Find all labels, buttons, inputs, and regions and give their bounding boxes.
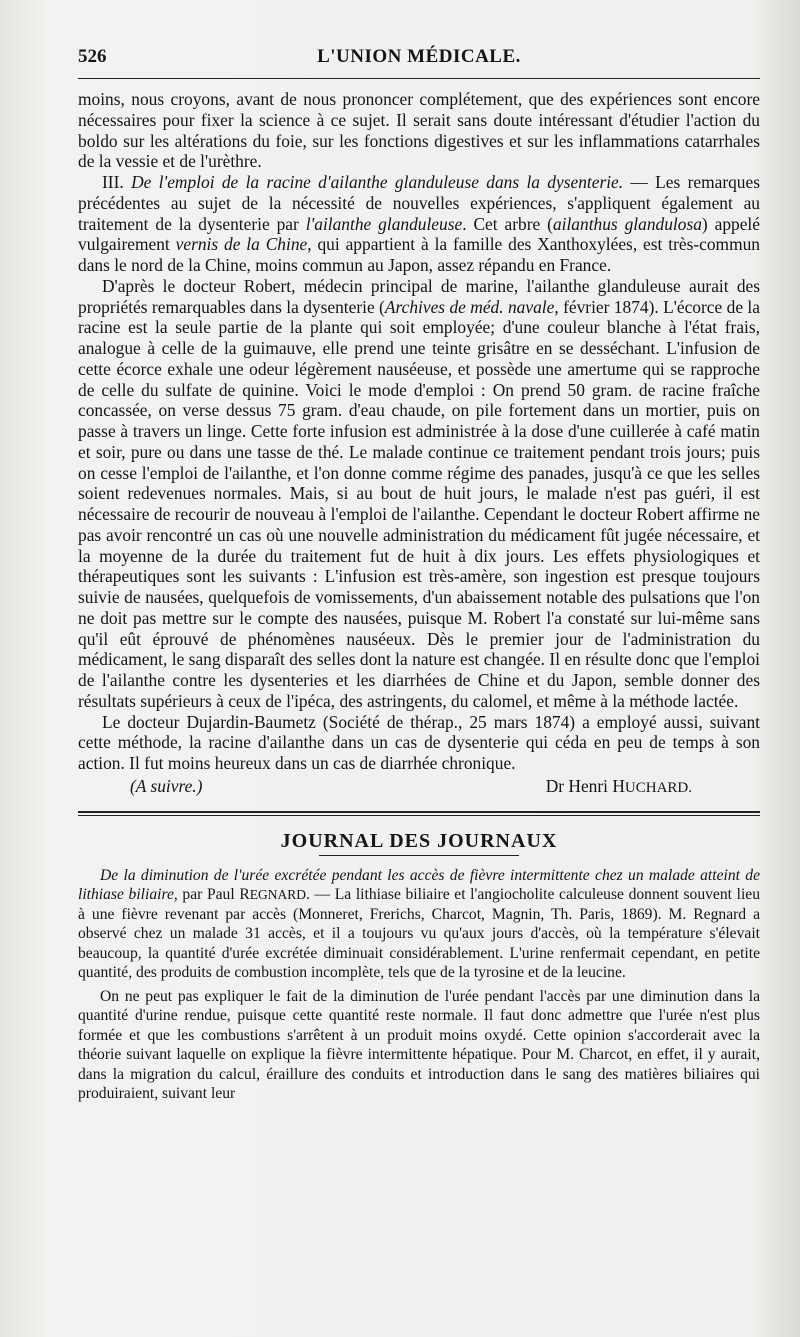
author-initial: H bbox=[612, 775, 625, 796]
text-run: . — La lithiase biliaire et l'angiocholite calculeuse donnent souvent lieu à une fièvre revenant par accès (Monneret, Frerichs, Charcot, Magnin, Th. Paris, 1869). M. Regnard a observé chez un malade 31 accès, et il a toujours vu qu'aux jours d'accès, où la température s'élevait beaucoup, la quantité d'urée excrétée diminuait considérablement. L'urine renfermait cependant, en petite quantité, des produits de combustion incomplète, tels que de la tyrosine et de la leucine. bbox=[78, 886, 760, 982]
header-rule bbox=[78, 78, 760, 79]
italic-run: l'ailanthe glanduleuse bbox=[305, 213, 463, 234]
digest-title: De la diminution de l'urée excrétée pendant les accès de fièvre intermittente chez un malade atteint de lithiase biliaire bbox=[78, 866, 760, 904]
section-divider bbox=[78, 811, 760, 816]
journal-digest bbox=[78, 866, 760, 1104]
page-number: 526 bbox=[78, 46, 107, 67]
paragraph-boldo: moins, nous croyons, avant de nous prononcer complétement, que des expériences sont encore nécessaires pour fixer la science à ce sujet. Il serait sans doute intéressant d'étudier l'action du boldo sur les altérations du foie, sur les fonctions digestives et sur les inflammations catarrhales de la vessie et de l'urèthre. bbox=[78, 89, 760, 172]
text-run: , par Paul bbox=[173, 886, 240, 904]
text-run: D'après le docteur Robert, médecin principal de marine, l'ailanthe glanduleuse aurait des propriétés remarquables dans la dysenterie ( bbox=[78, 275, 760, 317]
signature-line bbox=[78, 776, 760, 799]
text-run: — Les remarques précédentes au sujet de la nécessité de nouvelles expériences, s'appliquent également au traitement de la dysenterie par bbox=[78, 172, 760, 234]
text-run: ) appelé vulgairement bbox=[78, 213, 760, 255]
to-be-continued: (A suivre.) bbox=[130, 775, 203, 796]
paragraph-dujardin: Le docteur Dujardin-Baumetz (Société de thérap., 25 mars 1874) a employé aussi, suivant cette méthode, la racine d'ailanthe dans un cas de dysenterie qui céda en peu de temps à son action. Il fut moins heureux dans un cas de diarrhée chronique. bbox=[78, 711, 760, 773]
italic-run: ailanthus glandulosa bbox=[552, 213, 702, 234]
italic-run: Archives de méd. navale bbox=[384, 296, 555, 317]
paragraph-robert bbox=[78, 276, 760, 712]
digest-paragraph-1 bbox=[78, 866, 760, 983]
author-prefix: Dr Henri bbox=[545, 775, 613, 796]
page-header bbox=[78, 40, 760, 70]
author-surname: UCHARD. bbox=[624, 779, 692, 796]
author-signature bbox=[546, 776, 692, 799]
section-number: III. bbox=[102, 172, 124, 192]
text-run: , qui appartient à la famille des Xanthoxylées, est très-commun dans le nord de la Chine, moins commun au Japon, assez répandu en France. bbox=[78, 234, 761, 275]
running-title: L'UNION MÉDICALE. bbox=[317, 46, 521, 67]
text-run: . Cet arbre ( bbox=[462, 213, 553, 234]
section-title: JOURNAL DES JOURNAUX bbox=[280, 829, 558, 852]
digest-paragraph-2: On ne peut pas expliquer le fait de la diminution de l'urée pendant l'accès par une diminution dans la quantité d'urine rendue, puisque cette quantité reste normale. Il faut donc admettre que l'urée n'est plus formée et que les combustions s'arrêtent à un produit moins oxydé. Cette opinion s'accorderait avec la théorie suivant laquelle on explique la fièvre intermittente hépatique. Pour M. Charcot, en effet, il y aurait, dans la migration du calcul, éraillure des conduits et introduction dans le sang des matières biliaires qui produiraient, suivant leur bbox=[78, 987, 760, 1103]
paragraph-ailanthe-intro bbox=[78, 172, 760, 276]
digest-author-initial: R bbox=[239, 886, 250, 904]
digest-author: EGNARD bbox=[249, 887, 306, 903]
title-underline bbox=[319, 855, 519, 856]
section-heading: De l'emploi de la racine d'ailanthe glanduleuse dans la dysenterie. bbox=[131, 172, 624, 192]
italic-run: vernis de la Chine bbox=[175, 234, 308, 255]
article-body bbox=[78, 89, 760, 799]
text-run: , février 1874). L'écorce de la racine est la seule partie de la plante qui soit employée; d'une couleur blanche à l'état frais, analogue à celle de la guimauve, elle prend une teinte grisâtre en se desséchant. L'infusion de cette écorce exhale une odeur légèrement nauséeuse, et possède une amertume qui se rapproche de celle du sulfate de quinine. Voici le mode d'emploi : On prend 50 gram. de racine fraîche concassée, on verse dessus 75 gram. d'eau chaude, on pile fortement dans un mortier, puis on passe à travers un linge. Cette forte infusion est administrée à la dose d'une cuillerée à café matin et soir, pure ou dans une tasse de thé. Le malade continue ce traitement pendant trois jours; puis on cesse l'emploi de l'ailanthe, et l'on donne comme régime des panades, jusqu'à ce que les selles soient redevenues normales. Mais, si au bout de huit jours, le malade n'est pas guéri, il est nécessaire de recourir de nouveau à l'emploi de l'ailanthe. Cependant le docteur Robert affirme ne pas avoir rencontré un cas où une nouvelle administration du médicament fût jugée nécessaire, et la moyenne de la durée du traitement fut de huit à dix jours. Les effets physiologiques et thérapeutiques sont les suivants : L'infusion est très-amère, son ingestion est presque toujours suivie de nausées, quelquefois de vomissements, d'un abaissement notable des pulsations que l'on ne doit pas mettre sur le compte des nausées, puisque M. Robert l'a constaté sur lui-même sans qu'il eût éprouvé de phénomènes nauséeux. Dès le premier jour de l'administration du médicament, le sang disparaît des selles dont la nature est changée. Il en résulte donc que l'emploi de l'ailanthe contre les dysenteries et les diarrhées de Chine et du Japon, semble donner des résultats supérieurs à ceux de l'ipéca, des astringents, du calomel, et même à la méthode lactée. bbox=[78, 296, 760, 711]
